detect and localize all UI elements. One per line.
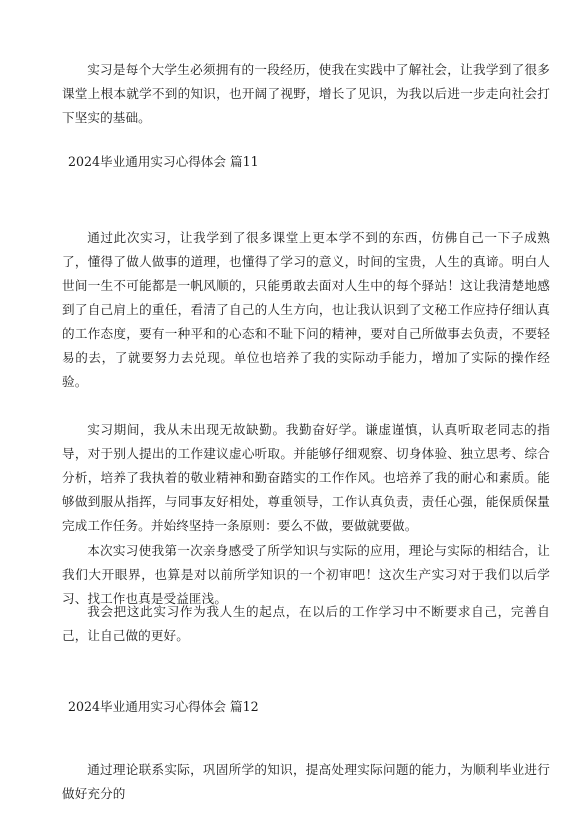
section-12-paragraph-1: 通过理论联系实际，巩固所学的知识，提高处理实际问题的能力，为顺利毕业进行做好充分的 xyxy=(62,762,550,801)
section-11-paragraph-3: 本次实习使我第一次亲身感受了所学知识与实际的应用，理论与实际的相结合，让我们大开眼界，也算是对以前所学知识的一个初审吧！这次生产实习对于我们以后学习、找工作也真是受益匪浅。 xyxy=(62,543,550,606)
section-11-paragraph-2: 实习期间，我从未出现无故缺勤。我勤奋好学。谦虚谨慎，认真听取老同志的指导，对于别人提出的工作建议虚心听取。并能够仔细观察、切身体验、独立思考、综合分析，培养了我执着的敬业精神和勤奋踏实的工作作风。也培养了我的耐心和素质。能够做到服从指挥，与同事友好相处，尊重领导，工作认真负责，责任心强，能保质保量完成工作任务。并始终坚持一条原则：要么不做，要做就要做。 xyxy=(62,422,550,533)
section-heading-12: 2024毕业通用实习心得体会 篇12 xyxy=(68,699,259,714)
section-heading-11: 2024毕业通用实习心得体会 篇11 xyxy=(68,154,259,169)
intro-paragraph: 实习是每个大学生必须拥有的一段经历，使我在实践中了解社会，让我学到了很多课堂上根本就学不到的知识，也开阔了视野，增长了见识，为我以后进一步走向社会打下坚实的基础。 xyxy=(62,62,550,125)
section-11-paragraph-4: 我会把这此实习作为我人生的起点，在以后的工作学习中不断要求自己，完善自己，让自己做的更好。 xyxy=(62,604,550,643)
section-11-paragraph-1: 通过此次实习，让我学到了很多课堂上更本学不到的东西，仿佛自己一下子成熟了，懂得了做人做事的道理，也懂得了学习的意义，时间的宝贵，人生的真谛。明白人世间一生不可能都是一帆风顺的，只能勇敢去面对人生中的每个驿站！这让我清楚地感到了自己肩上的重任，看清了自己的人生方向，也让我认识到了文秘工作应持仔细认真的工作态度，要有一种平和的心态和不耻下问的精神，要对自己所做事去负责，不要轻易的去，了就要努力去兑现。单位也培养了我的实际动手能力，增加了实际的操作经验。 xyxy=(62,230,550,389)
